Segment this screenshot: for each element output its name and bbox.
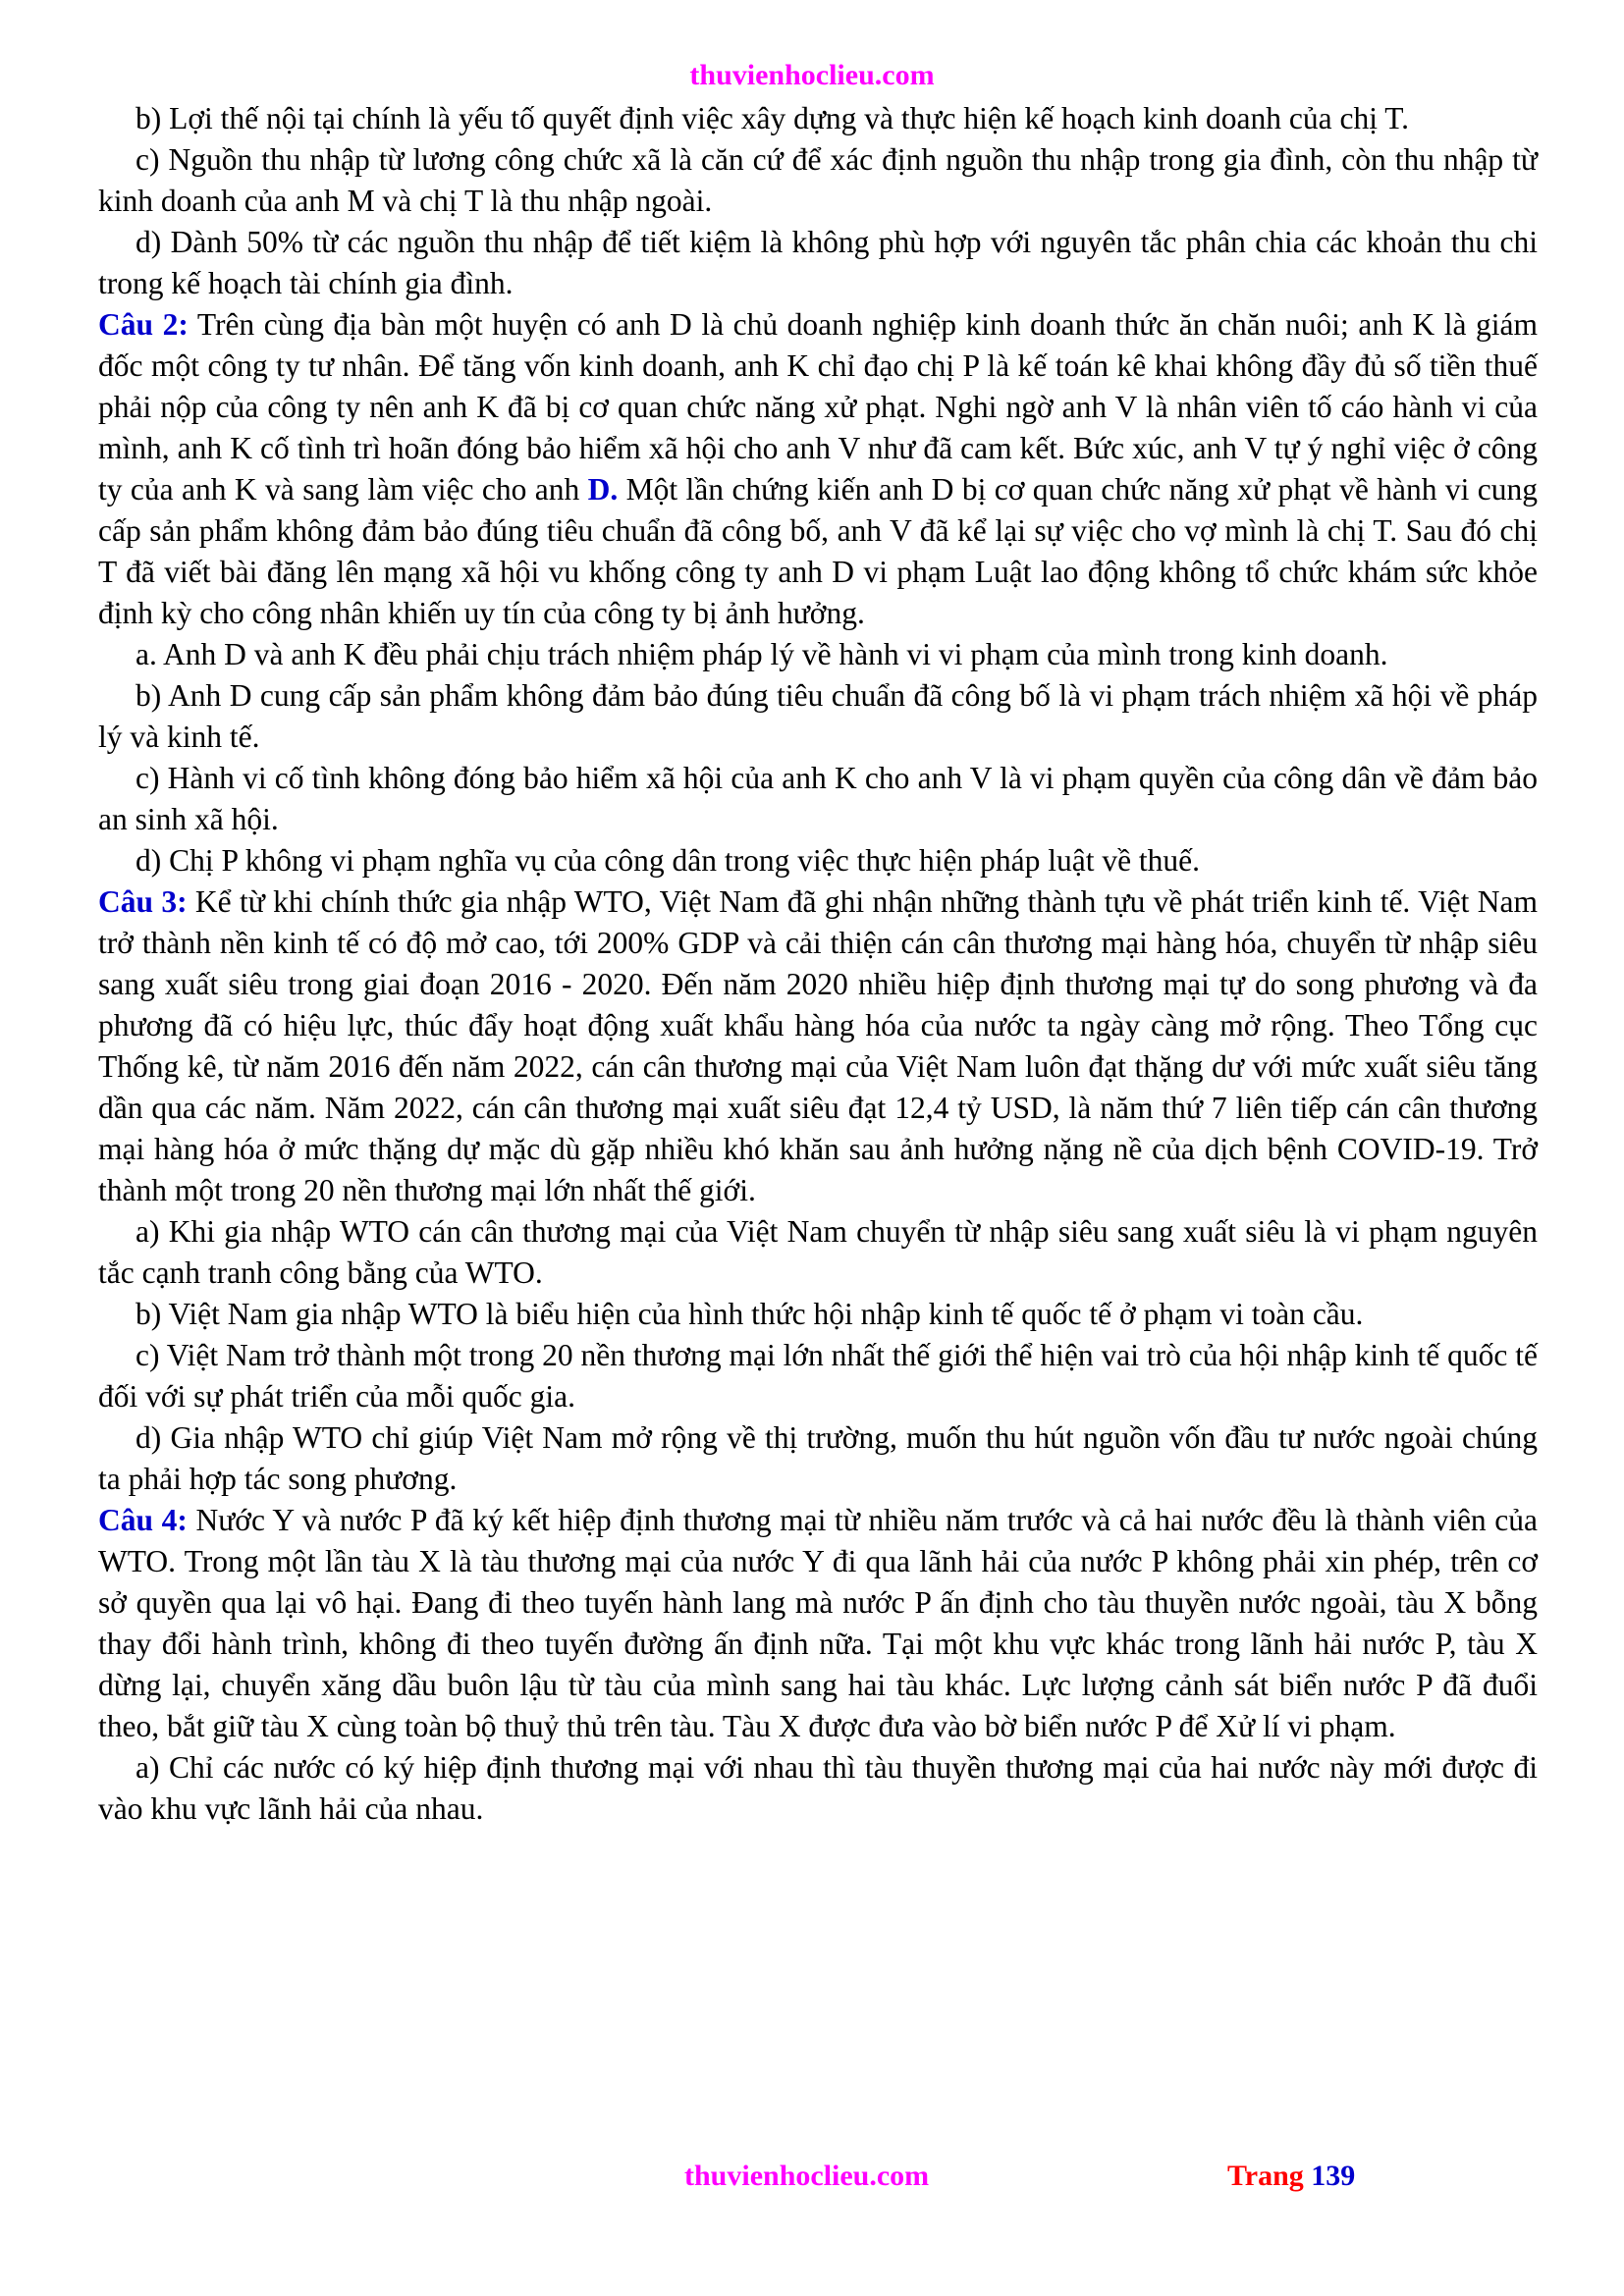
question-text: Nước Y và nước P đã ký kết hiệp định thương mại từ nhiều năm trước và cả hai nước đều là thành viên của WTO. Trong một lần tàu X là tàu thương mại của nước Y đi qua lãnh hải của nước P không phải xin phép, trên cơ sở quyền qua lại vô hại. Đang đi theo tuyến hành lang mà nước P ấn định cho tàu thuyền nước ngoài, tàu X bỗng thay đổi hành trình, không đi theo tuyến đường ấn định nữa. Tại một khu vực khác trong lãnh hải nước P, tàu X dừng lại, chuyển xăng dầu buôn lậu từ tàu của mình sang hai tàu khác. Lực lượng cảnh sát biển nước P đã đuổi theo, bắt giữ tàu X cùng toàn bộ thuỷ thủ trên tàu. Tàu X được đưa vào bờ biển nước P để Xử lí vi phạm. xyxy=(98,1503,1538,1743)
option-text: b) Việt Nam gia nhập WTO là biểu hiện của hình thức hội nhập kinh tế quốc tế ở phạm vi toàn cầu. xyxy=(135,1297,1364,1331)
page-number-value: 139 xyxy=(1311,2160,1356,2192)
question-label: Câu 2: xyxy=(98,307,189,342)
option-text: d) Gia nhập WTO chỉ giúp Việt Nam mở rộng về thị trường, muốn thu hút nguồn vốn đầu tư nước ngoài chúng ta phải hợp tác song phương. xyxy=(98,1420,1538,1496)
option-text: a. Anh D và anh K đều phải chịu trách nhiệm pháp lý về hành vi vi phạm của mình trong kinh doanh. xyxy=(135,637,1388,671)
page-number xyxy=(1227,2160,1355,2193)
option-text: b) Anh D cung cấp sản phẩm không đảm bảo đúng tiêu chuẩn đã công bố là vi phạm trách nhiệm xã hội về pháp lý và kinh tế. xyxy=(98,678,1538,754)
question-4 xyxy=(98,1500,1538,1747)
question-label: Câu 4: xyxy=(98,1503,188,1537)
footer-site-name: thuvienhoclieu.com xyxy=(684,2160,930,2192)
question-3 xyxy=(98,881,1538,1211)
question-highlight: D. xyxy=(587,472,619,507)
question-label: Câu 3: xyxy=(98,884,188,919)
option-text: c) Hành vi cố tình không đóng bảo hiểm xã hội của anh K cho anh V là vi phạm quyền của công dân về đảm bảo an sinh xã hội. xyxy=(98,761,1538,836)
question-2 xyxy=(98,304,1538,634)
page-label: Trang xyxy=(1227,2160,1304,2192)
option-text: a) Chỉ các nước có ký hiệp định thương mại với nhau thì tàu thuyền thương mại của hai nước này mới được đi vào khu vực lãnh hải của nhau. xyxy=(98,1750,1538,1826)
option-text: d) Chị P không vi phạm nghĩa vụ của công dân trong việc thực hiện pháp luật về thuế. xyxy=(135,843,1201,878)
option-text: c) Nguồn thu nhập từ lương công chức xã là căn cứ để xác định nguồn thu nhập trong gia đình, còn thu nhập từ kinh doanh của anh M và chị T là thu nhập ngoài. xyxy=(98,142,1538,218)
option-text: b) Lợi thế nội tại chính là yếu tố quyết định việc xây dựng và thực hiện kế hoạch kinh doanh của chị T. xyxy=(135,101,1410,135)
header-site-name: thuvienhoclieu.com xyxy=(689,59,935,91)
question-text: Kể từ khi chính thức gia nhập WTO, Việt Nam đã ghi nhận những thành tựu về phát triển kinh tế. Việt Nam trở thành nền kinh tế có độ mở cao, tới 200% GDP và cải thiện cán cân thương mại hàng hóa, chuyển từ nhập siêu sang xuất siêu trong giai đoạn 2016 - 2020. Đến năm 2020 nhiều hiệp định thương mại tự do song phương và đa phương đã có hiệu lực, thúc đẩy hoạt động xuất khẩu hàng hóa của nước ta ngày càng mở rộng. Theo Tổng cục Thống kê, từ năm 2016 đến năm 2022, cán cân thương mại của Việt Nam luôn đạt thặng dư với mức xuất siêu tăng dần qua các năm. Năm 2022, cán cân thương mại xuất siêu đạt 12,4 tỷ USD, là năm thứ 7 liên tiếp cán cân thương mại hàng hóa ở mức thặng dự mặc dù gặp nhiều khó khăn sau ảnh hưởng nặng nề của dịch bệnh COVID-19. Trở thành một trong 20 nền thương mại lớn nhất thế giới. xyxy=(98,884,1538,1207)
question-text-continued: Một lần chứng kiến anh D bị cơ quan chức năng xử phạt về hành vi cung cấp sản phẩm không đảm bảo đúng tiêu chuẩn đã công bố, anh V đã kể lại sự việc cho vợ mình là chị T. Sau đó chị T đã viết bài đăng lên mạng xã hội vu khống công ty anh D vi phạm Luật lao động không tổ chức khám sức khỏe định kỳ cho công nhân khiến uy tín của công ty bị ảnh hưởng. xyxy=(98,472,1538,630)
question-text: Trên cùng địa bàn một huyện có anh D là chủ doanh nghiệp kinh doanh thức ăn chăn nuôi; anh K là giám đốc một công ty tư nhân. Để tăng vốn kinh doanh, anh K chỉ đạo chị P là kế toán kê khai không đầy đủ số tiền thuế phải nộp của công ty nên anh K đã bị cơ quan chức năng xử phạt. Nghi ngờ anh V là nhân viên tố cáo hành vi của mình, anh K cố tình trì hoãn đóng bảo hiểm xã hội cho anh V như đã cam kết. Bức xúc, anh V tự ý nghỉ việc ở công ty của anh K và sang làm việc cho anh xyxy=(98,307,1538,507)
document-body xyxy=(98,98,1538,1830)
option-text: c) Việt Nam trở thành một trong 20 nền thương mại lớn nhất thế giới thể hiện vai trò của hội nhập kinh tế quốc tế đối với sự phát triển của mỗi quốc gia. xyxy=(98,1338,1538,1414)
option-text: d) Dành 50% từ các nguồn thu nhập để tiết kiệm là không phù hợp với nguyên tắc phân chia các khoản thu chi trong kế hoạch tài chính gia đình. xyxy=(98,225,1538,300)
option-text: a) Khi gia nhập WTO cán cân thương mại của Việt Nam chuyển từ nhập siêu sang xuất siêu là vi phạm nguyên tắc cạnh tranh công bằng của WTO. xyxy=(98,1214,1538,1290)
